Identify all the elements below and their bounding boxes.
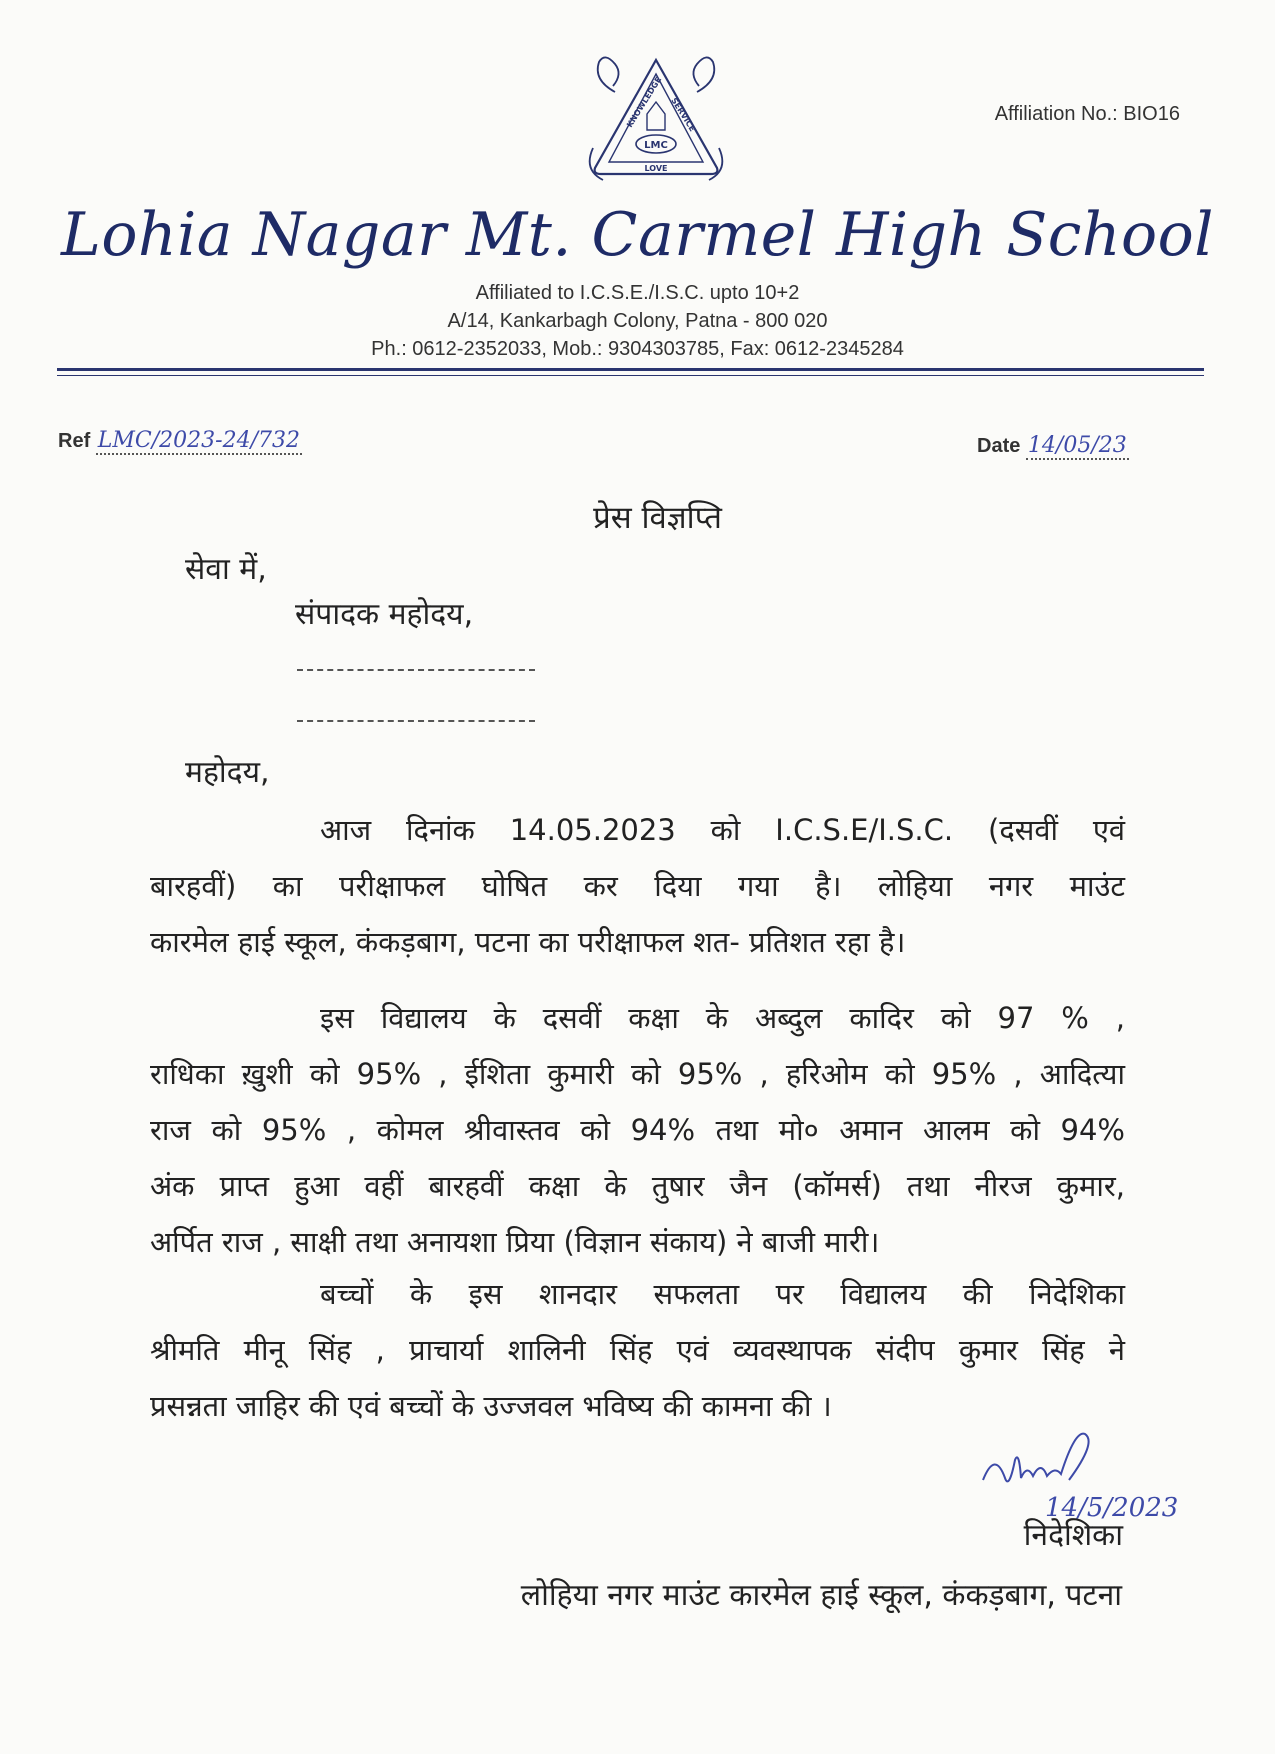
letter-heading: प्रेस विज्ञप्ति bbox=[593, 500, 722, 536]
logo-text-service: SERVICE bbox=[669, 96, 698, 134]
school-contact: Ph.: 0612-2352033, Mob.: 9304303785, Fax: 0612-2345284 bbox=[371, 338, 904, 360]
date-value: 14/05/23 bbox=[1027, 433, 1127, 458]
salutation: महोदय, bbox=[185, 755, 270, 790]
school-address: A/14, Kankarbagh Colony, Patna - 800 020 bbox=[447, 310, 828, 332]
header-rule-thin bbox=[57, 375, 1204, 376]
logo-text-knowledge: KNOWLEDGE bbox=[625, 75, 664, 130]
paragraph-1 bbox=[150, 802, 1125, 970]
paragraph-line: कारमेल हाई स्कूल, कंकड़बाग, पटना का परीक्षाफल शत- प्रतिशत रहा है। bbox=[150, 925, 906, 959]
header-rule bbox=[57, 368, 1204, 371]
address-blank-line bbox=[297, 720, 535, 722]
ref-label: Ref bbox=[58, 430, 91, 452]
paragraph-line: आज दिनांक 14.05.2023 को I.C.S.E/I.S.C. (दसवीं एवं bbox=[320, 813, 1125, 847]
paragraph-line: बच्चों के इस शानदार सफलता पर विद्यालय की निदेशिका bbox=[320, 1277, 1125, 1311]
signatory-title: निदेशिका bbox=[1023, 1518, 1123, 1553]
affiliation-line: Affiliated to I.C.S.E./I.S.C. upto 10+2 bbox=[475, 282, 800, 304]
logo-text-lmc: LMC bbox=[644, 140, 668, 151]
paragraph-line: राधिका ख़ुशी को 95% , ईशिता कुमारी को 95% , हरिओम को 95% , आदित्या bbox=[150, 1057, 1125, 1091]
date-field bbox=[977, 433, 1129, 458]
signature-date: 14/5/2023 bbox=[1045, 1493, 1179, 1523]
signatory-school: लोहिया नगर माउंट कारमेल हाई स्कूल, कंकड़बाग, पटना bbox=[520, 1578, 1122, 1613]
ref-value: LMC/2023-24/732 bbox=[97, 428, 300, 453]
address-blank-line bbox=[297, 669, 535, 671]
paragraph-line: बारहवीं) का परीक्षाफल घोषित कर दिया गया है। लोहिया नगर माउंट bbox=[150, 869, 1125, 903]
paragraph-2 bbox=[150, 990, 1125, 1270]
paragraph-line: अर्पित राज , साक्षी तथा अनायशा प्रिया (विज्ञान संकाय) ने बाजी मारी। bbox=[150, 1225, 880, 1259]
recipient-intro: सेवा में, bbox=[185, 552, 267, 587]
logo-text-love: LOVE bbox=[644, 164, 668, 173]
paragraph-line: इस विद्यालय के दसवीं कक्षा के अब्दुल कादिर को 97 % , bbox=[320, 1001, 1125, 1035]
paragraph-3 bbox=[150, 1266, 1125, 1434]
school-name: Lohia Nagar Mt. Carmel High School bbox=[61, 200, 1214, 270]
recipient-name: संपादक महोदय, bbox=[295, 597, 474, 632]
paragraph-line: अंक प्राप्त हुआ वहीं बारहवीं कक्षा के तुषार जैन (कॉमर्स) तथा नीरज कुमार, bbox=[150, 1169, 1125, 1203]
paragraph-line: राज को 95% , कोमल श्रीवास्तव को 94% तथा मो० अमान आलम को 94% bbox=[150, 1113, 1125, 1147]
date-label: Date bbox=[977, 435, 1021, 457]
school-logo bbox=[585, 52, 727, 184]
paragraph-line: श्रीमति मीनू सिंह , प्राचार्या शालिनी सिंह एवं व्यवस्थापक संदीप कुमार सिंह ने bbox=[150, 1333, 1125, 1367]
ref-field bbox=[58, 428, 302, 453]
paragraph-line: प्रसन्नता जाहिर की एवं बच्चों के उज्जवल भविष्य की कामना की । bbox=[150, 1389, 832, 1423]
affiliation-number: Affiliation No.: BIO16 bbox=[994, 103, 1180, 125]
